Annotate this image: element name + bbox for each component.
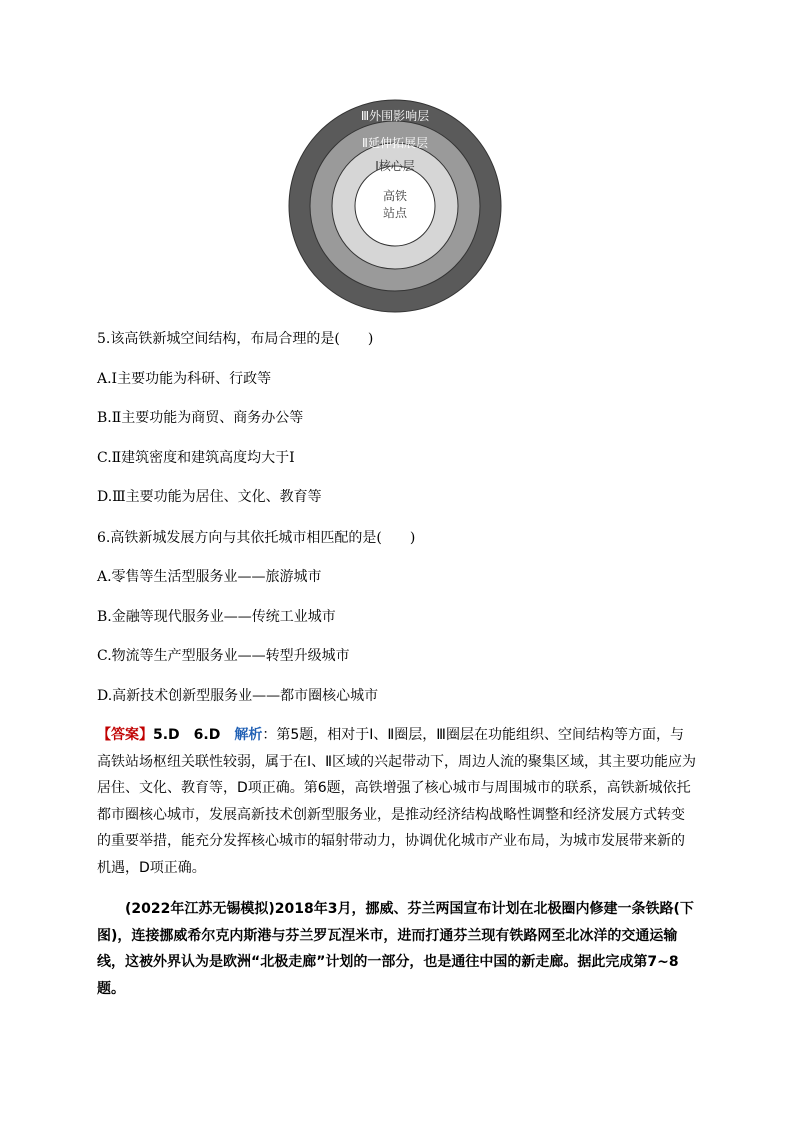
answer-tag: 【答案】 — [97, 727, 153, 743]
question-5-option-d: D.Ⅲ主要功能为居住、文化、教育等 — [97, 489, 322, 505]
middle-ring-label: Ⅱ延伸拓展层 — [362, 136, 428, 150]
inner-ring-label: Ⅰ核心层 — [375, 159, 415, 173]
answer-keys: 5.D 6.D — [153, 727, 235, 743]
outer-ring-label: Ⅲ外围影响层 — [360, 109, 430, 123]
question-6-option-d: D.高新技术创新型服务业——都市圈核心城市 — [97, 688, 379, 704]
analysis-label: 解析 — [234, 727, 263, 743]
questions-7-8-intro: (2022年江苏无锡模拟)2018年3月，挪威、芬兰两国宣布计划在北极圈内修建一条铁路(下图)，连接挪威希尔克内斯港与芬兰罗瓦涅米市，进而打通芬兰现有铁路网至北冰洋的交通运输线，这被外界认为是欧洲“北极走廊”计划的一部分，也是通往中国的新走廊。据此完成第7~8题。 — [97, 901, 694, 997]
analysis-text: ：第5题，相对于Ⅰ、Ⅱ圈层，Ⅲ圈层在功能组织、空间结构等方面，与高铁站场枢纽关联性较弱，属于在Ⅰ、Ⅱ区域的兴起带动下，周边人流的聚集区域，其主要功能应为居住、文化、教育等，D项正确。第6题，高铁增强了核心城市与周围城市的联系，高铁新城依托都市圈核心城市，发展高新技术创新型服务业，是推动经济结构战略性调整和经济发展方式转变的重要举措，能充分发挥核心城市的辐射带动力，协调优化城市产业布局，为城市发展带来新的机遇，D项正确。 — [97, 727, 697, 876]
question-6-stem: 6.高铁新城发展方向与其依托城市相匹配的是( ) — [97, 530, 416, 546]
question-5-option-b: B.Ⅱ主要功能为商贸、商务办公等 — [97, 410, 304, 426]
question-5-option-c: C.Ⅱ建筑密度和建筑高度均大于Ⅰ — [97, 450, 295, 466]
question-5-option-a: A.Ⅰ主要功能为科研、行政等 — [97, 371, 272, 387]
answer-block — [97, 722, 697, 881]
question-6-option-b: B.金融等现代服务业——传统工业城市 — [97, 609, 336, 625]
question-6-option-a: A.零售等生活型服务业——旅游城市 — [97, 569, 322, 585]
diagram-svg — [288, 99, 502, 313]
concentric-circle-diagram — [288, 99, 502, 313]
center-label-line1: 高铁 — [382, 189, 408, 203]
center-label-line2: 站点 — [382, 206, 408, 220]
question-6-option-c: C.物流等生产型服务业——转型升级城市 — [97, 648, 350, 664]
question-5-stem: 5.该高铁新城空间结构，布局合理的是( ) — [97, 331, 374, 347]
